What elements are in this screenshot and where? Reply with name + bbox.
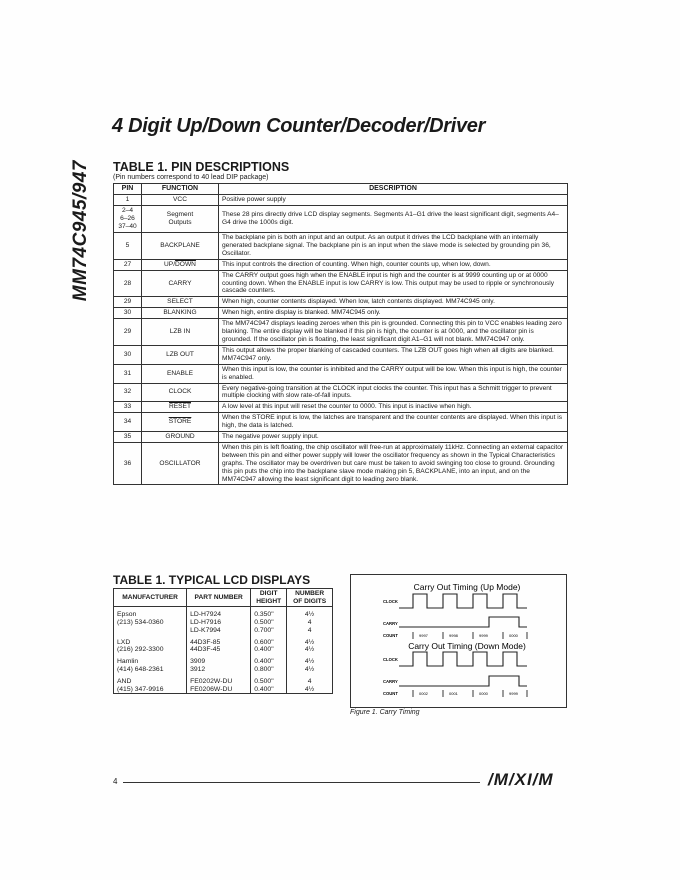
pin-table-row <box>114 297 568 308</box>
up-carry-label: CARRY <box>383 621 398 626</box>
pin-table-row <box>114 259 568 270</box>
pin-descriptions-table <box>113 183 568 485</box>
col-header-manufacturer: MANUFACTURER <box>114 589 187 607</box>
up-count-2: 9999 <box>479 633 488 638</box>
digit-count-cell: 4½ <box>287 635 333 647</box>
function-cell: SELECT <box>142 297 219 308</box>
digit-height-cell: 0.700" <box>251 627 287 635</box>
description-cell: When this pin is left floating, the chip oscillator will free-run at approximately 11kHz. Connecting an external capacitor between this pin and either power supply will lower the oscillator frequency as shown in the Typical Characteristics graphs. The oscillator may be overdriven but care must be taken to avoid swinging too close to ground. Grounding this pin puts the chip into the backplane slave mode making pin 5, BACKPLANE, into an input, and on the MM74C947 allowing the least significant digit to leading zero blank. <box>219 442 568 485</box>
function-cell: Segment Outputs <box>142 206 219 233</box>
function-cell: VCC <box>142 195 219 206</box>
lcd-displays-table <box>113 588 333 694</box>
function-cell: RESET <box>142 402 219 413</box>
part-number-cell: FE0202W-DU <box>187 674 251 686</box>
manufacturer-cell: (414) 648-2361 <box>114 666 187 674</box>
part-number-cell: LD-K7994 <box>187 627 251 635</box>
digit-count-cell: 4 <box>287 619 333 627</box>
digit-height-cell: 0.400" <box>251 686 287 694</box>
digit-count-cell: 4 <box>287 627 333 635</box>
function-cell: UP/DOWN <box>142 259 219 270</box>
down-count-label: COUNT <box>383 691 398 696</box>
pin-cell: 29 <box>114 319 142 346</box>
description-cell: This input controls the direction of counting. When high, counter counts up, when low, down. <box>219 259 568 270</box>
description-cell: The backplane pin is both an input and an output. As an output it drives the LCD backplane with an internally generated backplane signal. The backplane pin is an input when the slave mode is selected by grounding pin 36, Oscillator. <box>219 233 568 260</box>
pin-table-title: TABLE 1. PIN DESCRIPTIONS <box>113 160 290 174</box>
part-number-cell: 44D3F-85 <box>187 635 251 647</box>
pin-cell: 28 <box>114 270 142 297</box>
description-cell: The CARRY output goes high when the ENABLE input is high and the counter is at 9999 counting up or at 0000 counting down. When the ENABLE input is low CARRY is low. This output may be used to ripple or synchronously cascade counters. <box>219 270 568 297</box>
description-cell: The MM74C947 displays leading zeroes when this pin is grounded. Connecting this pin to VCC enables leading zero blanking. The entire display will be blanked if this pin is high, the counter is at 0000, and the oscillator pin is grounded. If the oscillator pin is floating, the least significant digit A1–G1 will not blank. MM74C947 only. <box>219 319 568 346</box>
up-mode-title: Carry Out Timing (Up Mode) <box>413 582 521 592</box>
down-count-1: 0001 <box>449 691 458 696</box>
up-count-3: 0000 <box>509 633 518 638</box>
function-cell: STORE <box>142 413 219 432</box>
description-cell: Positive power supply <box>219 195 568 206</box>
lcd-table-row <box>114 646 333 654</box>
digit-height-cell: 0.350" <box>251 607 287 619</box>
col-header-part-number: PART NUMBER <box>187 589 251 607</box>
digit-height-cell: 0.500" <box>251 619 287 627</box>
lcd-table-row <box>114 686 333 694</box>
down-count-3: 9999 <box>509 691 518 696</box>
pin-table-row <box>114 345 568 364</box>
manufacturer-cell: (216) 292-3300 <box>114 646 187 654</box>
down-clock-waveform <box>399 652 527 666</box>
pin-table-subtitle: (Pin numbers correspond to 40 lead DIP package) <box>113 174 269 181</box>
part-number-cell: 44D3F-45 <box>187 646 251 654</box>
pin-cell: 33 <box>114 402 142 413</box>
page-title: 4 Digit Up/Down Counter/Decoder/Driver <box>112 115 486 137</box>
pin-cell: 2–4 6–26 37–40 <box>114 206 142 233</box>
description-cell: When high, entire display is blanked. MM74C945 only. <box>219 308 568 319</box>
digit-count-cell: 4½ <box>287 654 333 666</box>
col-header-number-of-digits: NUMBER OF DIGITS <box>287 589 333 607</box>
pin-table-row <box>114 319 568 346</box>
lcd-table-row <box>114 674 333 686</box>
maxim-logo: /M/XI/M <box>488 770 554 789</box>
down-mode-title: Carry Out Timing (Down Mode) <box>408 641 526 651</box>
digit-height-cell: 0.500" <box>251 674 287 686</box>
pin-table-row <box>114 195 568 206</box>
up-count-0: 9997 <box>419 633 428 638</box>
pin-table-row <box>114 308 568 319</box>
description-cell: This output allows the proper blanking of cascaded counters. The LZB OUT goes high when all digits are blanked. MM74C947 only. <box>219 345 568 364</box>
figure-caption: Figure 1. Carry Timing <box>350 709 420 716</box>
part-number-cell: LD-H7916 <box>187 619 251 627</box>
part-number-cell: FE0206W-DU <box>187 686 251 694</box>
part-number-vertical: MM74C945/947 <box>70 160 91 302</box>
digit-height-cell: 0.800" <box>251 666 287 674</box>
function-cell: CARRY <box>142 270 219 297</box>
down-count-2: 0000 <box>479 691 488 696</box>
carry-timing-figure <box>350 574 567 708</box>
description-cell: Every negative-going transition at the CLOCK input clocks the counter. This input has a Schmitt trigger to prevent multiple clocking with slow rate-of-fall inputs. <box>219 383 568 402</box>
page-number: 4 <box>113 777 118 786</box>
up-clock-label: CLOCK <box>383 599 398 604</box>
digit-count-cell: 4½ <box>287 666 333 674</box>
pin-cell: 30 <box>114 345 142 364</box>
lcd-table-row <box>114 619 333 627</box>
lcd-table-row <box>114 654 333 666</box>
description-cell: When high, counter contents displayed. When low, latch contents displayed. MM74C945 only. <box>219 297 568 308</box>
description-cell: The negative power supply input. <box>219 432 568 443</box>
col-header-function: FUNCTION <box>142 184 219 195</box>
side-part-number <box>70 160 96 310</box>
pin-table-row <box>114 432 568 443</box>
digit-height-cell: 0.600" <box>251 635 287 647</box>
digit-count-cell: 4½ <box>287 607 333 619</box>
function-cell: BACKPLANE <box>142 233 219 260</box>
pin-table-row <box>114 413 568 432</box>
digit-height-cell: 0.400" <box>251 654 287 666</box>
pin-cell: 5 <box>114 233 142 260</box>
pin-cell: 34 <box>114 413 142 432</box>
manufacturer-cell: (213) 534-0360 <box>114 619 187 627</box>
pin-cell: 32 <box>114 383 142 402</box>
down-carry-label: CARRY <box>383 679 398 684</box>
timing-diagram <box>351 575 566 707</box>
manufacturer-cell <box>114 627 187 635</box>
pin-table-row <box>114 206 568 233</box>
function-cell: GROUND <box>142 432 219 443</box>
up-count-label: COUNT <box>383 633 398 638</box>
lcd-table-row <box>114 666 333 674</box>
part-number-cell: LD-H7924 <box>187 607 251 619</box>
col-header-pin: PIN <box>114 184 142 195</box>
description-cell: These 28 pins directly drive LCD display segments. Segments A1–G1 drive the least significant digit, segments A4–G4 drive the 1000s digit. <box>219 206 568 233</box>
function-cell: ENABLE <box>142 364 219 383</box>
pin-table-row <box>114 442 568 485</box>
lcd-table-row <box>114 627 333 635</box>
description-cell: When this input is low, the counter is inhibited and the CARRY output will be low. When this input is high, the counter is enabled. <box>219 364 568 383</box>
function-cell: LZB IN <box>142 319 219 346</box>
part-number-cell: 3909 <box>187 654 251 666</box>
pin-cell: 30 <box>114 308 142 319</box>
lcd-table-title: TABLE 1. TYPICAL LCD DISPLAYS <box>113 573 311 587</box>
manufacturer-cell: LXD <box>114 635 187 647</box>
part-number-cell: 3912 <box>187 666 251 674</box>
up-carry-waveform <box>399 617 527 627</box>
pin-table-row <box>114 233 568 260</box>
description-cell: A low level at this input will reset the counter to 0000. This input is inactive when high. <box>219 402 568 413</box>
digit-count-cell: 4 <box>287 674 333 686</box>
manufacturer-cell: AND <box>114 674 187 686</box>
description-cell: When the STORE input is low, the latches are transparent and the counter contents are displayed. When this input is high, the data is latched. <box>219 413 568 432</box>
col-header-description: DESCRIPTION <box>219 184 568 195</box>
pin-table-row <box>114 364 568 383</box>
function-cell: CLOCK <box>142 383 219 402</box>
pin-cell: 29 <box>114 297 142 308</box>
pin-table-row <box>114 402 568 413</box>
down-count-0: 0002 <box>419 691 428 696</box>
manufacturer-cell: Hamlin <box>114 654 187 666</box>
manufacturer-cell: Epson <box>114 607 187 619</box>
up-count-1: 9998 <box>449 633 458 638</box>
footer-rule <box>123 782 480 783</box>
down-clock-label: CLOCK <box>383 657 398 662</box>
lcd-table-row <box>114 607 333 619</box>
pin-cell: 35 <box>114 432 142 443</box>
function-cell: LZB OUT <box>142 345 219 364</box>
digit-height-cell: 0.400" <box>251 646 287 654</box>
lcd-table-row <box>114 635 333 647</box>
up-clock-waveform <box>399 594 527 608</box>
pin-cell: 27 <box>114 259 142 270</box>
pin-table-row <box>114 270 568 297</box>
function-cell: BLANKING <box>142 308 219 319</box>
pin-cell: 36 <box>114 442 142 485</box>
pin-table-row <box>114 383 568 402</box>
col-header-digit-height: DIGIT HEIGHT <box>251 589 287 607</box>
digit-count-cell: 4½ <box>287 686 333 694</box>
pin-cell: 1 <box>114 195 142 206</box>
function-cell: OSCILLATOR <box>142 442 219 485</box>
digit-count-cell: 4½ <box>287 646 333 654</box>
down-carry-waveform <box>399 676 527 686</box>
manufacturer-cell: (415) 347-9916 <box>114 686 187 694</box>
pin-cell: 31 <box>114 364 142 383</box>
